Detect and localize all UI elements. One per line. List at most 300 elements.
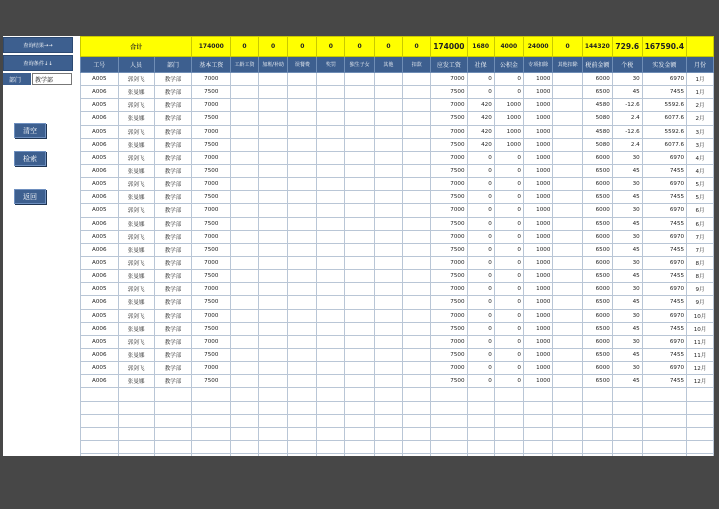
empty-cell[interactable]	[582, 401, 612, 414]
empty-cell[interactable]	[523, 454, 553, 456]
table-cell[interactable]: 0	[467, 86, 494, 99]
search-button[interactable]: 检索	[14, 151, 46, 166]
table-cell[interactable]	[403, 204, 431, 217]
empty-cell[interactable]	[431, 401, 467, 414]
table-cell[interactable]: 4月	[687, 151, 714, 164]
table-cell[interactable]	[258, 322, 288, 335]
empty-cell[interactable]	[345, 414, 374, 427]
table-cell[interactable]: 6500	[582, 270, 612, 283]
table-cell[interactable]	[317, 86, 345, 99]
table-cell[interactable]: 6500	[582, 217, 612, 230]
column-header[interactable]: 应发工资	[431, 57, 467, 73]
table-cell[interactable]: 30	[612, 204, 642, 217]
table-cell[interactable]: 教学部	[154, 270, 192, 283]
table-cell[interactable]: 6000	[582, 73, 612, 86]
table-cell[interactable]: 0	[467, 322, 494, 335]
table-cell[interactable]: 0	[494, 217, 523, 230]
table-cell[interactable]	[231, 348, 259, 361]
empty-cell[interactable]	[403, 454, 431, 456]
table-cell[interactable]: 1000	[523, 322, 553, 335]
table-cell[interactable]: 7500	[431, 138, 467, 151]
table-cell[interactable]: 张曼娜	[118, 270, 154, 283]
table-cell[interactable]: 1000	[523, 270, 553, 283]
table-cell[interactable]: 1000	[523, 125, 553, 138]
empty-cell[interactable]	[687, 454, 714, 456]
table-cell[interactable]: 1000	[494, 138, 523, 151]
column-header[interactable]: 实发金额	[642, 57, 686, 73]
table-cell[interactable]: 6000	[582, 178, 612, 191]
table-cell[interactable]	[374, 296, 402, 309]
table-cell[interactable]	[345, 99, 374, 112]
table-cell[interactable]	[258, 73, 288, 86]
table-cell[interactable]	[403, 138, 431, 151]
table-cell[interactable]	[258, 86, 288, 99]
empty-cell[interactable]	[192, 388, 231, 401]
table-cell[interactable]: 45	[612, 296, 642, 309]
empty-cell[interactable]	[612, 388, 642, 401]
table-cell[interactable]: 教学部	[154, 217, 192, 230]
table-cell[interactable]: 教学部	[154, 348, 192, 361]
empty-cell[interactable]	[403, 388, 431, 401]
column-header[interactable]: 税前金额	[582, 57, 612, 73]
table-cell[interactable]: 0	[467, 164, 494, 177]
table-cell[interactable]: 0	[494, 230, 523, 243]
table-cell[interactable]: 郭剑飞	[118, 362, 154, 375]
table-cell[interactable]	[403, 73, 431, 86]
column-header[interactable]: 奖罚	[317, 57, 345, 73]
table-cell[interactable]	[553, 348, 582, 361]
empty-cell[interactable]	[345, 440, 374, 453]
table-cell[interactable]: A005	[81, 230, 119, 243]
table-cell[interactable]: 1000	[523, 178, 553, 191]
table-cell[interactable]: 8月	[687, 270, 714, 283]
table-cell[interactable]	[374, 270, 402, 283]
column-header[interactable]: 公积金	[494, 57, 523, 73]
table-cell[interactable]	[345, 164, 374, 177]
table-cell[interactable]: 8月	[687, 256, 714, 269]
empty-cell[interactable]	[288, 388, 317, 401]
table-cell[interactable]: 7500	[192, 86, 231, 99]
empty-cell[interactable]	[467, 427, 494, 440]
table-cell[interactable]: 教学部	[154, 375, 192, 388]
totals-cell[interactable]: 174000	[431, 37, 467, 57]
table-cell[interactable]: 30	[612, 256, 642, 269]
table-cell[interactable]: -12.6	[612, 99, 642, 112]
empty-cell[interactable]	[154, 388, 192, 401]
totals-cell[interactable]: 729.6	[612, 37, 642, 57]
table-cell[interactable]	[231, 151, 259, 164]
table-cell[interactable]	[317, 204, 345, 217]
empty-cell[interactable]	[374, 440, 402, 453]
table-cell[interactable]: 6970	[642, 256, 686, 269]
empty-cell[interactable]	[288, 401, 317, 414]
table-cell[interactable]	[258, 99, 288, 112]
table-cell[interactable]: 7000	[431, 178, 467, 191]
empty-cell[interactable]	[582, 414, 612, 427]
table-cell[interactable]	[553, 362, 582, 375]
table-cell[interactable]: 7500	[192, 217, 231, 230]
empty-cell[interactable]	[582, 454, 612, 456]
table-cell[interactable]: 7000	[192, 362, 231, 375]
table-cell[interactable]: A005	[81, 151, 119, 164]
table-cell[interactable]	[231, 178, 259, 191]
table-cell[interactable]	[258, 138, 288, 151]
table-cell[interactable]: A005	[81, 73, 119, 86]
empty-cell[interactable]	[553, 427, 582, 440]
empty-cell[interactable]	[374, 427, 402, 440]
table-cell[interactable]: 教学部	[154, 125, 192, 138]
table-cell[interactable]: 教学部	[154, 73, 192, 86]
table-cell[interactable]: 0	[467, 243, 494, 256]
table-cell[interactable]: 4580	[582, 99, 612, 112]
empty-cell[interactable]	[582, 440, 612, 453]
table-cell[interactable]: A006	[81, 296, 119, 309]
table-cell[interactable]: 0	[467, 335, 494, 348]
table-cell[interactable]: 1000	[523, 375, 553, 388]
table-cell[interactable]	[317, 256, 345, 269]
table-cell[interactable]: 30	[612, 230, 642, 243]
table-cell[interactable]: 0	[467, 151, 494, 164]
table-cell[interactable]: 7000	[192, 256, 231, 269]
table-cell[interactable]: 2月	[687, 112, 714, 125]
table-cell[interactable]	[553, 204, 582, 217]
table-cell[interactable]: 6500	[582, 86, 612, 99]
empty-cell[interactable]	[494, 388, 523, 401]
empty-cell[interactable]	[258, 388, 288, 401]
table-cell[interactable]: 5080	[582, 112, 612, 125]
totals-cell[interactable]: 0	[231, 37, 259, 57]
table-cell[interactable]	[288, 164, 317, 177]
table-cell[interactable]: 1月	[687, 73, 714, 86]
table-cell[interactable]: 9月	[687, 296, 714, 309]
table-cell[interactable]: 7000	[192, 151, 231, 164]
table-cell[interactable]	[374, 151, 402, 164]
table-cell[interactable]: 郭剑飞	[118, 99, 154, 112]
table-cell[interactable]: A006	[81, 375, 119, 388]
table-cell[interactable]	[553, 296, 582, 309]
table-cell[interactable]	[317, 296, 345, 309]
table-cell[interactable]: 0	[494, 86, 523, 99]
table-cell[interactable]: A006	[81, 322, 119, 335]
table-cell[interactable]: 7000	[431, 335, 467, 348]
table-cell[interactable]: 1月	[687, 86, 714, 99]
empty-cell[interactable]	[231, 414, 259, 427]
table-cell[interactable]: 1000	[523, 151, 553, 164]
table-cell[interactable]: 0	[494, 164, 523, 177]
table-cell[interactable]: 30	[612, 151, 642, 164]
table-cell[interactable]: 张曼娜	[118, 164, 154, 177]
empty-cell[interactable]	[494, 414, 523, 427]
empty-cell[interactable]	[431, 440, 467, 453]
empty-cell[interactable]	[81, 427, 119, 440]
table-cell[interactable]	[288, 256, 317, 269]
table-cell[interactable]: 45	[612, 375, 642, 388]
table-cell[interactable]: 7000	[192, 73, 231, 86]
table-cell[interactable]	[345, 204, 374, 217]
empty-cell[interactable]	[118, 454, 154, 456]
table-cell[interactable]: 10月	[687, 322, 714, 335]
empty-cell[interactable]	[288, 414, 317, 427]
table-cell[interactable]: 7500	[431, 217, 467, 230]
table-cell[interactable]: 7000	[192, 99, 231, 112]
table-cell[interactable]	[553, 99, 582, 112]
table-cell[interactable]: A006	[81, 86, 119, 99]
table-cell[interactable]	[403, 348, 431, 361]
table-cell[interactable]	[374, 191, 402, 204]
empty-cell[interactable]	[494, 401, 523, 414]
empty-cell[interactable]	[431, 454, 467, 456]
table-cell[interactable]: 6000	[582, 309, 612, 322]
table-cell[interactable]	[403, 178, 431, 191]
empty-cell[interactable]	[612, 414, 642, 427]
table-cell[interactable]: 7500	[431, 270, 467, 283]
table-cell[interactable]: 7月	[687, 243, 714, 256]
table-cell[interactable]: 6500	[582, 348, 612, 361]
table-cell[interactable]	[231, 99, 259, 112]
table-cell[interactable]	[258, 309, 288, 322]
table-cell[interactable]: 7455	[642, 164, 686, 177]
empty-cell[interactable]	[553, 454, 582, 456]
table-cell[interactable]	[258, 164, 288, 177]
empty-cell[interactable]	[403, 401, 431, 414]
table-cell[interactable]: 3月	[687, 125, 714, 138]
table-cell[interactable]: A005	[81, 335, 119, 348]
table-cell[interactable]: 10月	[687, 309, 714, 322]
empty-cell[interactable]	[317, 454, 345, 456]
table-cell[interactable]: 0	[494, 296, 523, 309]
table-cell[interactable]: 张曼娜	[118, 243, 154, 256]
table-cell[interactable]	[231, 256, 259, 269]
table-cell[interactable]: 6970	[642, 309, 686, 322]
table-cell[interactable]	[374, 362, 402, 375]
empty-cell[interactable]	[118, 401, 154, 414]
table-cell[interactable]	[317, 375, 345, 388]
table-cell[interactable]	[231, 191, 259, 204]
table-cell[interactable]	[288, 283, 317, 296]
table-cell[interactable]	[288, 151, 317, 164]
empty-cell[interactable]	[154, 440, 192, 453]
table-cell[interactable]: 1000	[494, 112, 523, 125]
table-cell[interactable]: 7000	[192, 125, 231, 138]
table-cell[interactable]	[317, 125, 345, 138]
table-cell[interactable]: 教学部	[154, 164, 192, 177]
table-cell[interactable]	[403, 151, 431, 164]
table-cell[interactable]	[345, 296, 374, 309]
table-cell[interactable]: 12月	[687, 362, 714, 375]
table-cell[interactable]: 45	[612, 322, 642, 335]
table-cell[interactable]	[231, 322, 259, 335]
empty-cell[interactable]	[258, 414, 288, 427]
empty-cell[interactable]	[687, 401, 714, 414]
table-cell[interactable]: 6000	[582, 204, 612, 217]
table-cell[interactable]: 张曼娜	[118, 112, 154, 125]
table-cell[interactable]: 30	[612, 178, 642, 191]
table-cell[interactable]: 7500	[431, 86, 467, 99]
table-cell[interactable]	[403, 322, 431, 335]
totals-cell[interactable]: 0	[345, 37, 374, 57]
table-cell[interactable]	[553, 309, 582, 322]
table-cell[interactable]	[258, 125, 288, 138]
table-cell[interactable]	[345, 230, 374, 243]
table-cell[interactable]: A006	[81, 191, 119, 204]
table-cell[interactable]	[231, 375, 259, 388]
table-cell[interactable]: 1000	[523, 348, 553, 361]
column-header[interactable]: 月份	[687, 57, 714, 73]
table-cell[interactable]	[553, 256, 582, 269]
table-cell[interactable]	[345, 125, 374, 138]
table-cell[interactable]: 7000	[192, 335, 231, 348]
table-cell[interactable]: 7500	[431, 375, 467, 388]
table-cell[interactable]: A006	[81, 217, 119, 230]
totals-cell[interactable]	[687, 37, 714, 57]
column-header[interactable]: 独生子女	[345, 57, 374, 73]
table-cell[interactable]	[231, 230, 259, 243]
column-header[interactable]: 其他扣除	[553, 57, 582, 73]
table-cell[interactable]: 11月	[687, 335, 714, 348]
table-cell[interactable]: 6970	[642, 178, 686, 191]
table-cell[interactable]	[553, 125, 582, 138]
table-cell[interactable]: 45	[612, 86, 642, 99]
table-cell[interactable]: 6970	[642, 230, 686, 243]
empty-cell[interactable]	[467, 454, 494, 456]
empty-cell[interactable]	[345, 454, 374, 456]
empty-cell[interactable]	[154, 427, 192, 440]
table-cell[interactable]	[374, 309, 402, 322]
table-cell[interactable]	[374, 125, 402, 138]
table-cell[interactable]	[553, 243, 582, 256]
table-cell[interactable]: 30	[612, 309, 642, 322]
empty-cell[interactable]	[258, 454, 288, 456]
table-cell[interactable]	[403, 191, 431, 204]
table-cell[interactable]: 6077.6	[642, 112, 686, 125]
table-cell[interactable]: 1000	[523, 112, 553, 125]
table-cell[interactable]: 教学部	[154, 362, 192, 375]
table-cell[interactable]: 6500	[582, 243, 612, 256]
table-cell[interactable]: 7000	[431, 309, 467, 322]
empty-cell[interactable]	[523, 401, 553, 414]
table-cell[interactable]: 郭剑飞	[118, 125, 154, 138]
column-header[interactable]: 扣款	[403, 57, 431, 73]
table-cell[interactable]: 教学部	[154, 335, 192, 348]
empty-cell[interactable]	[231, 388, 259, 401]
table-cell[interactable]	[288, 296, 317, 309]
table-cell[interactable]: 7000	[192, 204, 231, 217]
table-cell[interactable]: 郭剑飞	[118, 309, 154, 322]
table-cell[interactable]	[288, 178, 317, 191]
table-cell[interactable]: A006	[81, 164, 119, 177]
empty-cell[interactable]	[494, 427, 523, 440]
empty-cell[interactable]	[403, 440, 431, 453]
table-cell[interactable]: 6000	[582, 283, 612, 296]
empty-cell[interactable]	[494, 454, 523, 456]
table-cell[interactable]: 0	[467, 256, 494, 269]
table-cell[interactable]	[317, 322, 345, 335]
table-cell[interactable]: 教学部	[154, 243, 192, 256]
empty-cell[interactable]	[374, 388, 402, 401]
table-cell[interactable]: 7455	[642, 270, 686, 283]
table-cell[interactable]: 420	[467, 99, 494, 112]
totals-cell[interactable]: 0	[403, 37, 431, 57]
totals-cell[interactable]: 1680	[467, 37, 494, 57]
table-cell[interactable]: 0	[467, 73, 494, 86]
column-header[interactable]: 个税	[612, 57, 642, 73]
table-cell[interactable]: 6000	[582, 230, 612, 243]
empty-cell[interactable]	[81, 454, 119, 456]
table-cell[interactable]	[317, 73, 345, 86]
table-cell[interactable]: 9月	[687, 283, 714, 296]
table-cell[interactable]	[345, 151, 374, 164]
table-cell[interactable]: 420	[467, 125, 494, 138]
table-cell[interactable]	[345, 217, 374, 230]
clear-button[interactable]: 清空	[14, 123, 46, 138]
table-cell[interactable]: 1000	[523, 243, 553, 256]
totals-cell[interactable]: 4000	[494, 37, 523, 57]
table-cell[interactable]: 张曼娜	[118, 296, 154, 309]
table-cell[interactable]: A005	[81, 256, 119, 269]
table-cell[interactable]	[553, 86, 582, 99]
empty-cell[interactable]	[553, 388, 582, 401]
table-cell[interactable]: 0	[494, 191, 523, 204]
table-cell[interactable]	[553, 335, 582, 348]
query-condition-button[interactable]: 查询条件↓↓	[3, 55, 73, 71]
table-cell[interactable]: A006	[81, 138, 119, 151]
table-cell[interactable]	[374, 243, 402, 256]
table-cell[interactable]	[231, 125, 259, 138]
table-cell[interactable]: 教学部	[154, 296, 192, 309]
table-cell[interactable]	[374, 204, 402, 217]
table-cell[interactable]: 0	[467, 178, 494, 191]
table-cell[interactable]	[288, 73, 317, 86]
empty-cell[interactable]	[192, 440, 231, 453]
table-cell[interactable]	[258, 296, 288, 309]
table-cell[interactable]	[258, 375, 288, 388]
empty-cell[interactable]	[467, 440, 494, 453]
table-cell[interactable]: A006	[81, 348, 119, 361]
totals-cell[interactable]: 0	[258, 37, 288, 57]
empty-cell[interactable]	[431, 427, 467, 440]
table-cell[interactable]: 张曼娜	[118, 322, 154, 335]
table-cell[interactable]	[258, 191, 288, 204]
empty-cell[interactable]	[317, 427, 345, 440]
empty-cell[interactable]	[81, 401, 119, 414]
table-cell[interactable]: 12月	[687, 375, 714, 388]
table-cell[interactable]: 教学部	[154, 309, 192, 322]
empty-cell[interactable]	[553, 401, 582, 414]
empty-cell[interactable]	[612, 427, 642, 440]
table-cell[interactable]: 0	[467, 230, 494, 243]
empty-cell[interactable]	[118, 388, 154, 401]
table-cell[interactable]: 6500	[582, 322, 612, 335]
table-cell[interactable]: 1000	[523, 230, 553, 243]
empty-cell[interactable]	[118, 427, 154, 440]
table-cell[interactable]: 0	[494, 362, 523, 375]
empty-cell[interactable]	[192, 401, 231, 414]
empty-cell[interactable]	[612, 440, 642, 453]
table-cell[interactable]	[231, 296, 259, 309]
table-cell[interactable]	[288, 375, 317, 388]
table-cell[interactable]: 7500	[192, 270, 231, 283]
table-cell[interactable]: 0	[494, 151, 523, 164]
empty-cell[interactable]	[192, 454, 231, 456]
totals-cell[interactable]: 0	[288, 37, 317, 57]
table-cell[interactable]	[231, 138, 259, 151]
table-cell[interactable]: 郭剑飞	[118, 335, 154, 348]
empty-cell[interactable]	[687, 414, 714, 427]
table-cell[interactable]: 11月	[687, 348, 714, 361]
table-cell[interactable]: 0	[494, 178, 523, 191]
empty-cell[interactable]	[467, 388, 494, 401]
table-cell[interactable]	[258, 230, 288, 243]
